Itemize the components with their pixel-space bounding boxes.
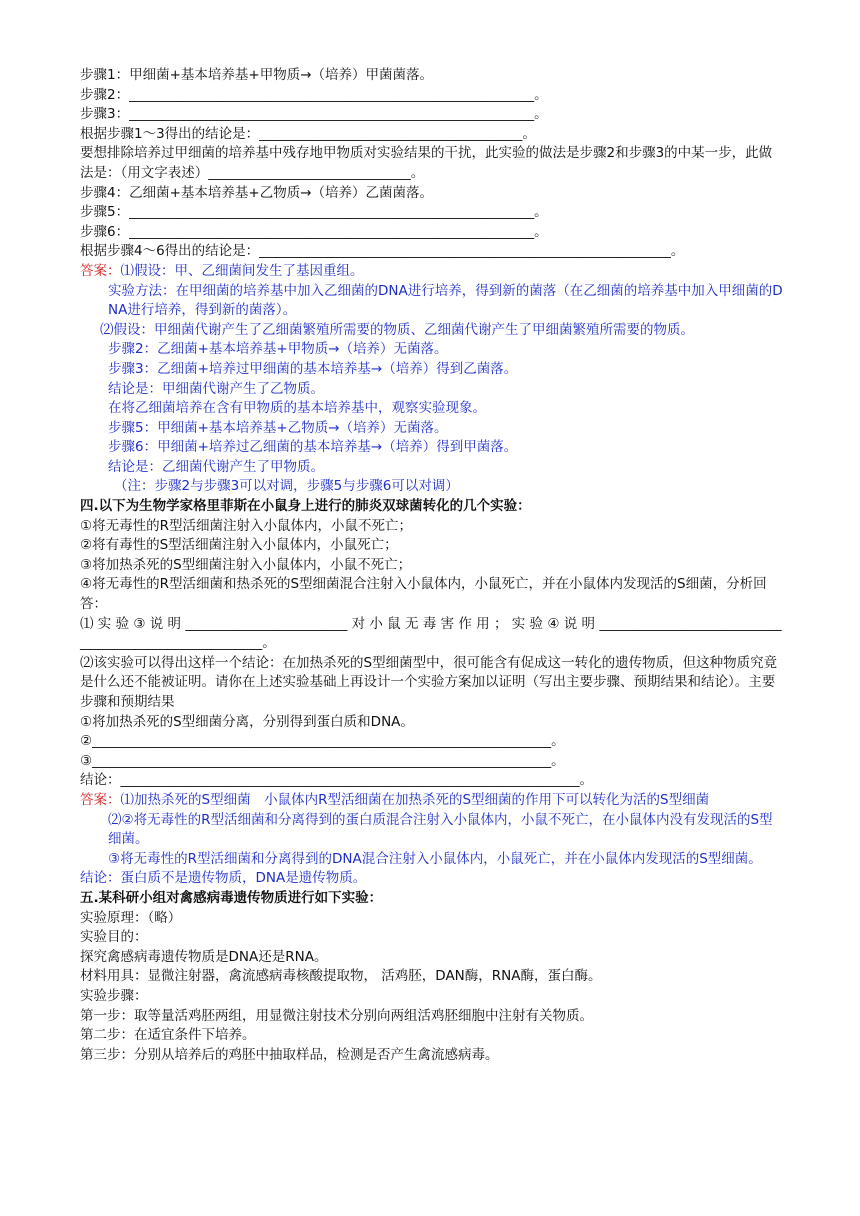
line-text: 第一步：取等量活鸡胚两组，用显微注射技术分别向两组活鸡胚细胞中注射有关物质。 [80, 1007, 593, 1024]
line-text: ①将加热杀死的S型细菌分离，分别得到蛋白质和DNA。 [80, 713, 414, 730]
text-line [80, 928, 785, 948]
line-text: 步骤5：____________________________________________________________。 [80, 204, 548, 221]
line-text: 步骤1：甲细菌+基本培养基+甲物质→（培养）甲菌菌落。 [80, 67, 434, 83]
line-text: ①将无毒性的R型活细菌注射入小鼠体内，小鼠不死亡； [80, 517, 412, 534]
line-text: 要想排除培养过甲细菌的培养基中残存地甲物质对实验结果的干扰，此实验的做法是步骤2和步骤3的中某一步，此做法是：（用文字表述）______________________________。 [80, 145, 773, 181]
text-line [80, 419, 785, 439]
text-line [80, 752, 785, 772]
line-text: 根据步骤1～3得出的结论是：_______________________________________。 [80, 125, 536, 142]
line-text: 在将乙细菌培养在含有甲物质的基本培养基中，观察实验现象。 [108, 400, 486, 417]
line-text: ④将无毒性的R型活细菌和热杀死的S型细菌混合注射入小鼠体内，小鼠死亡，并在小鼠体内发现活的S细菌，分析回答： [80, 576, 767, 613]
line-text: 步骤2：____________________________________________________________。 [80, 86, 548, 103]
line-text: ②____________________________________________________________________。 [80, 733, 565, 750]
text-line [80, 203, 785, 223]
line-text: 结论：蛋白质不是遗传物质，DNA是遗传物质。 [80, 870, 367, 887]
text-line [80, 615, 785, 654]
text-line [80, 360, 785, 380]
text-line [80, 811, 785, 850]
text-line [80, 399, 785, 419]
line-text: ②将有毒性的S型活细菌注射入小鼠体内，小鼠死亡； [80, 537, 398, 554]
text-line [80, 575, 785, 614]
text-line [80, 125, 785, 145]
line-text: 步骤6：甲细菌+培养过乙细菌的基本培养基→（培养）得到甲菌落。 [108, 439, 518, 456]
line-text: 结论：____________________________________________________________________。 [80, 772, 593, 789]
text-line [80, 909, 785, 929]
text-line [80, 242, 785, 262]
text-line [80, 732, 785, 752]
text-line [80, 144, 785, 183]
text-line [80, 1046, 785, 1066]
text-line [80, 556, 785, 576]
text-line [80, 458, 785, 478]
document-page [80, 66, 785, 1065]
line-text: 材料用具：显微注射器，禽流感病毒核酸提取物， 活鸡胚，DAN酶，RNA酶，蛋白酶。 [80, 968, 602, 985]
line-text: ③将加热杀死的S型细菌注射入小鼠体内，小鼠不死亡； [80, 556, 412, 573]
line-text: （注：步骤2与步骤3可以对调，步骤5与步骤6可以对调） [114, 478, 459, 495]
line-text: ⑴加热杀死的S型细菌 小鼠体内R型活细菌在加热杀死的S型细菌的作用下可以转化为活的S型细菌 [120, 791, 710, 808]
text-line [80, 889, 785, 909]
line-text: ⑵该实验可以得出这样一个结论：在加热杀死的S型细菌型中，很可能含有促成这一转化的遗传物质，但这种物质究竟是什么还不能被证明。请你在上述实验基础上再设计一个实验方案加以证明（写出主要步骤、预期结果和结论）。主要步骤和预期结果 [80, 654, 778, 710]
text-line [80, 850, 785, 870]
line-text: 探究禽感病毒遗传物质是DNA还是RNA。 [80, 948, 328, 965]
line-text: 结论是：乙细菌代谢产生了甲物质。 [108, 458, 324, 475]
text-line [80, 321, 785, 341]
line-text: 步骤4：乙细菌+基本培养基+乙物质→（培养）乙菌菌落。 [80, 184, 434, 201]
answer-label: 答案： [80, 262, 121, 279]
line-text: 步骤6：____________________________________________________________。 [80, 223, 548, 240]
line-text: 步骤5：甲细菌+基本培养基+乙物质→（培养）无菌落。 [108, 419, 448, 436]
text-line [80, 380, 785, 400]
text-line [80, 536, 785, 556]
line-text: 步骤2：乙细菌+基本培养基+甲物质→（培养）无菌落。 [108, 341, 448, 358]
line-text: 步骤3：乙细菌+培养过甲细菌的基本培养基→（培养）得到乙菌落。 [108, 360, 518, 377]
text-line [80, 517, 785, 537]
line-text: 实验步骤： [80, 987, 148, 1004]
text-line [80, 967, 785, 987]
text-line [80, 184, 785, 204]
text-line [80, 1007, 785, 1027]
text-line [80, 654, 785, 713]
line-text: 五.某科研小组对禽感病毒遗传物质进行如下实验： [80, 889, 383, 906]
line-text: 结论是：甲细菌代谢产生了乙物质。 [108, 380, 324, 397]
line-text: 第二步：在适宜条件下培养。 [80, 1027, 256, 1044]
line-text: ③____________________________________________________________________。 [80, 752, 565, 769]
text-line [80, 477, 785, 497]
line-text: ⑵②将无毒性的R型活细菌和分离得到的蛋白质混合注射入小鼠体内，小鼠不死亡，在小鼠体内没有发现活的S型细菌。 [108, 811, 773, 848]
text-line [80, 438, 785, 458]
line-text: 四.以下为生物学家格里菲斯在小鼠身上进行的肺炎双球菌转化的几个实验： [80, 498, 531, 515]
line-text: 实验方法：在甲细菌的培养基中加入乙细菌的DNA进行培养，得到新的菌落（在乙细菌的培养基中加入甲细菌的DNA进行培养，得到新的菌落）。 [108, 282, 783, 319]
text-line [80, 86, 785, 106]
text-line [80, 869, 785, 889]
line-text: 根据步骤4～6得出的结论是：_____________________________________________________________。 [80, 243, 685, 260]
line-text: 实验原理：（略） [80, 909, 182, 926]
line-text: 实验目的： [80, 929, 148, 946]
text-line [80, 340, 785, 360]
text-line [80, 105, 785, 125]
text-line [80, 66, 785, 86]
text-line [80, 223, 785, 243]
text-line [80, 1026, 785, 1046]
text-line [80, 497, 785, 517]
text-line [80, 713, 785, 733]
text-line [80, 948, 785, 968]
text-line [80, 791, 785, 811]
line-text: 第三步：分别从培养后的鸡胚中抽取样品，检测是否产生禽流感病毒。 [80, 1046, 499, 1063]
line-text: ⑵假设：甲细菌代谢产生了乙细菌繁殖所需要的物质、乙细菌代谢产生了甲细菌繁殖所需要的物质。 [100, 321, 694, 338]
line-text: 步骤3：____________________________________________________________。 [80, 106, 548, 123]
line-text: ③将无毒性的R型活细菌和分离得到的DNA混合注射入小鼠体内，小鼠死亡，并在小鼠体内发现活的S型细菌。 [108, 850, 762, 867]
text-line [80, 771, 785, 791]
text-line [80, 987, 785, 1007]
text-line [80, 282, 785, 321]
answer-label: 答案： [80, 791, 121, 808]
text-line [80, 262, 785, 282]
line-text: ⑴ 实 验 ③ 说 明 ________________________ 对 小 鼠 无 毒 害 作 用 ； 实 验 ④ 说 明 ______________________________________________________。 [80, 615, 782, 652]
line-text: ⑴假设：甲、乙细菌间发生了基因重组。 [120, 262, 364, 279]
